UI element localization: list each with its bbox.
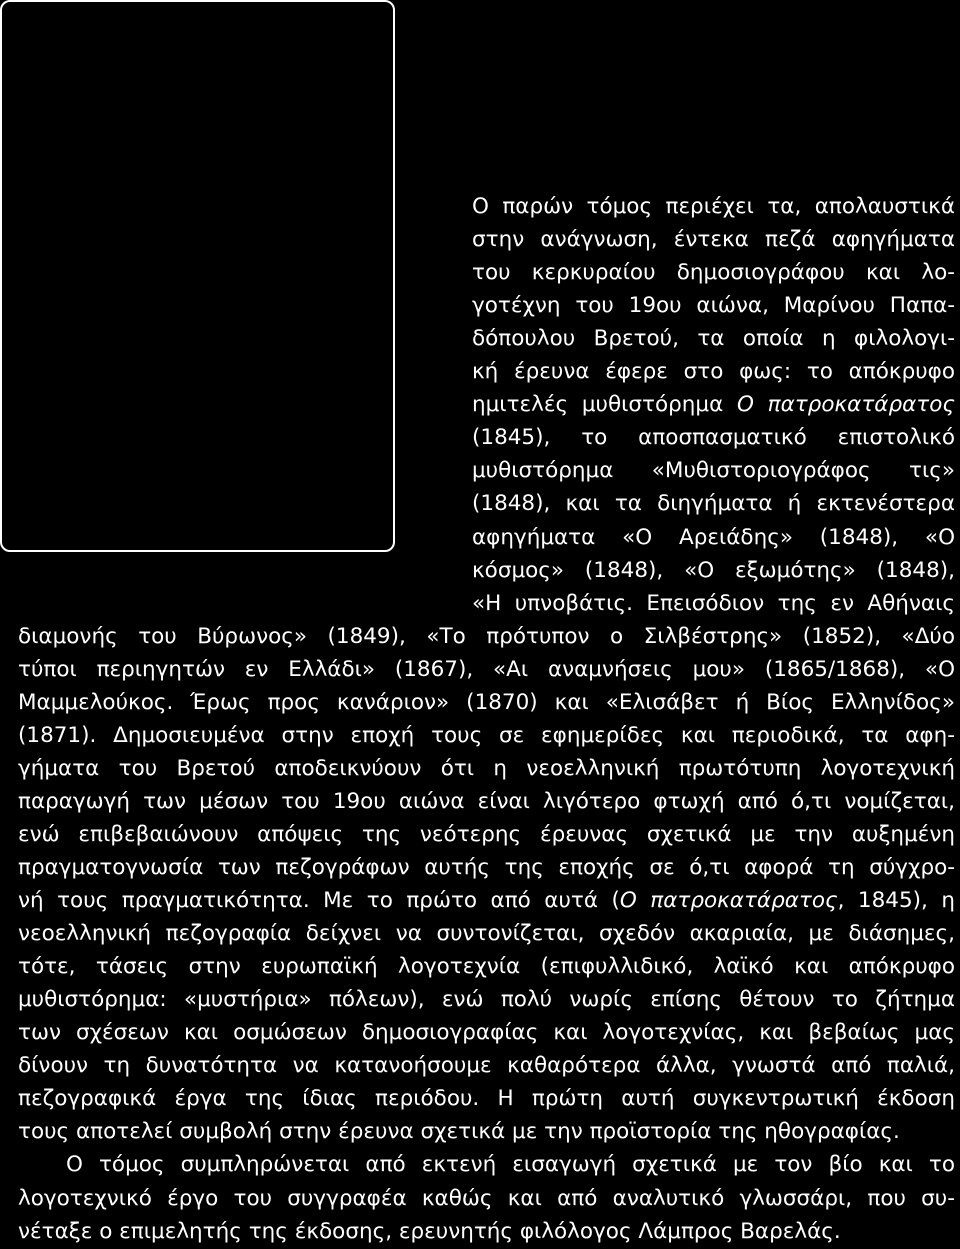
italic-title: Ο πατροκατάρατος bbox=[619, 888, 838, 914]
text-segment: «Η υπνοβάτις. Επεισόδιον της εν Αθήναις bbox=[472, 590, 955, 616]
text-segment: στην ανάγνωση, έντεκα πεζά αφηγήματα bbox=[472, 227, 955, 253]
text-segment: γήματα του Βρετού αποδεικνύουν ότι η νεοελληνική πρωτότυπη λογοτεχνική bbox=[18, 755, 955, 781]
text-line bbox=[18, 1049, 955, 1083]
text-line bbox=[18, 917, 955, 951]
text-segment: κή έρευνα έφερε στο φως: το απόκρυφο bbox=[472, 359, 955, 385]
text-line bbox=[18, 719, 955, 753]
text-line bbox=[472, 554, 955, 588]
text-segment: γοτέχνη του 19ου αιώνα, Μαρίνου Παπα- bbox=[472, 293, 955, 319]
text-line bbox=[472, 421, 955, 455]
text-segment: λογοτεχνικό έργο του συγγραφέα καθώς και από αναλυτικό γλωσσάρι, που συ- bbox=[18, 1185, 955, 1211]
text-line bbox=[472, 190, 955, 224]
text-segment: (1848), και τα διηγήματα ή εκτενέστερα bbox=[472, 491, 955, 517]
text-line bbox=[18, 620, 955, 654]
text-segment: τύποι περιηγητών εν Ελλάδι» (1867), «Αι αναμνήσεις μου» (1865/1868), «Ο bbox=[18, 656, 955, 682]
cover-image-placeholder bbox=[0, 0, 395, 552]
text-line bbox=[18, 1215, 955, 1249]
text-line bbox=[18, 752, 955, 786]
text-segment: νέταξε ο επιμελητής της έκδοσης, ερευνητής φιλόλογος Λάμπρος Βαρελάς. bbox=[18, 1218, 841, 1244]
text-segment: ημιτελές μυθιστόρημα bbox=[472, 392, 737, 418]
text-segment: (1845), το αποσπασματικό επιστολικό bbox=[472, 425, 955, 451]
text-line bbox=[472, 322, 955, 356]
text-line bbox=[472, 355, 955, 389]
text-line bbox=[18, 1082, 955, 1116]
text-line bbox=[18, 851, 955, 885]
text-segment: πραγματογνωσία των πεζογράφων αυτής της εποχής σε ό,τι αφορά τη σύγχρο- bbox=[18, 855, 955, 880]
text-line bbox=[18, 1115, 955, 1149]
text-line bbox=[18, 818, 955, 852]
text-segment: Ο παρών τόμος περιέχει τα, απολαυστικά bbox=[472, 194, 955, 219]
italic-title: Ο πατροκατάρατος bbox=[736, 392, 955, 418]
text-line bbox=[472, 256, 955, 290]
text-line bbox=[18, 1148, 955, 1182]
text-segment: κόσμος» (1848), «Ο εξωμότης» (1848), bbox=[472, 557, 955, 583]
text-segment: διαμονής του Βύρωνος» (1849), «Το πρότυπον ο Σιλβέστρης» (1852), «Δύο bbox=[18, 623, 955, 649]
text-segment: (1871). Δημοσιευμένα στην εποχή τους σε εφημερίδες και περιοδικά, τα αφη- bbox=[18, 722, 955, 748]
text-segment: δόπουλου Βρετού, τα οποία η φιλολογι- bbox=[472, 326, 955, 352]
text-segment: παραγωγή των μέσων του 19ου αιώνα είναι λιγότερο φτωχή από ό,τι νομίζεται, bbox=[18, 788, 955, 814]
text-segment: μυθιστόρημα «Μυθιστοριογράφος τις» bbox=[472, 458, 955, 484]
text-line bbox=[18, 1182, 955, 1216]
text-line bbox=[472, 388, 955, 422]
text-segment: αφηγήματα «Ο Αρειάδης» (1848), «Ο bbox=[472, 524, 955, 550]
text-line bbox=[18, 950, 955, 984]
text-segment: Μαμμελούκος. Έρως προς κανάριον» (1870) και «Ελισάβετ ή Βίος Ελληνίδος» bbox=[18, 689, 955, 715]
text-segment: Ο τόμος συμπληρώνεται από εκτενή εισαγωγή σχετικά με τον βίο και το bbox=[66, 1152, 955, 1178]
text-segment: των σχέσεων και οσμώσεων δημοσιογραφίας και λογοτεχνίας, και βεβαίως μας bbox=[18, 1020, 955, 1046]
text-segment: , 1845), η bbox=[837, 888, 955, 914]
text-line bbox=[472, 487, 955, 521]
text-line bbox=[18, 1016, 955, 1050]
text-segment: νή τους πραγματικότητα. Με το πρώτο από αυτά ( bbox=[18, 888, 620, 914]
text-segment: δίνουν τη δυνατότητα να κατανοήσουμε καθαρότερα άλλα, γνωστά από παλιά, bbox=[18, 1053, 955, 1079]
text-line bbox=[18, 983, 955, 1017]
text-segment: ενώ επιβεβαιώνουν απόψεις της νεότερης έρευνας σχετικά με την αυξημένη bbox=[18, 821, 955, 847]
text-line bbox=[18, 686, 955, 720]
text-segment: μυθιστόρημα: «μυστήρια» πόλεων), ενώ πολύ νωρίς επίσης θέτουν το ζήτημα bbox=[18, 987, 955, 1013]
text-line bbox=[18, 653, 955, 687]
text-line bbox=[472, 521, 955, 555]
text-segment: τότε, τάσεις στην ευρωπαϊκή λογοτεχνία (επιφυλλιδικό, λαϊκό και απόκρυφο bbox=[18, 954, 955, 980]
text-segment: του κερκυραίου δημοσιογράφου και λο- bbox=[472, 260, 955, 286]
text-line bbox=[18, 785, 955, 819]
text-line bbox=[472, 289, 955, 323]
text-line bbox=[472, 587, 955, 621]
text-line bbox=[472, 454, 955, 488]
text-line bbox=[18, 884, 955, 918]
text-segment: νεοελληνική πεζογραφία δείχνει να συντονίζεται, σχεδόν ακαριαία, με διάσημες, bbox=[18, 921, 955, 947]
text-segment: πεζογραφικά έργα της ίδιας περιόδου. Η πρώτη αυτή συγκεντρωτική έκδοση bbox=[18, 1086, 955, 1112]
text-line bbox=[472, 223, 955, 257]
text-segment: τους αποτελεί συμβολή στην έρευνα σχετικά με την προϊστορία της ηθογραφίας. bbox=[18, 1119, 900, 1145]
